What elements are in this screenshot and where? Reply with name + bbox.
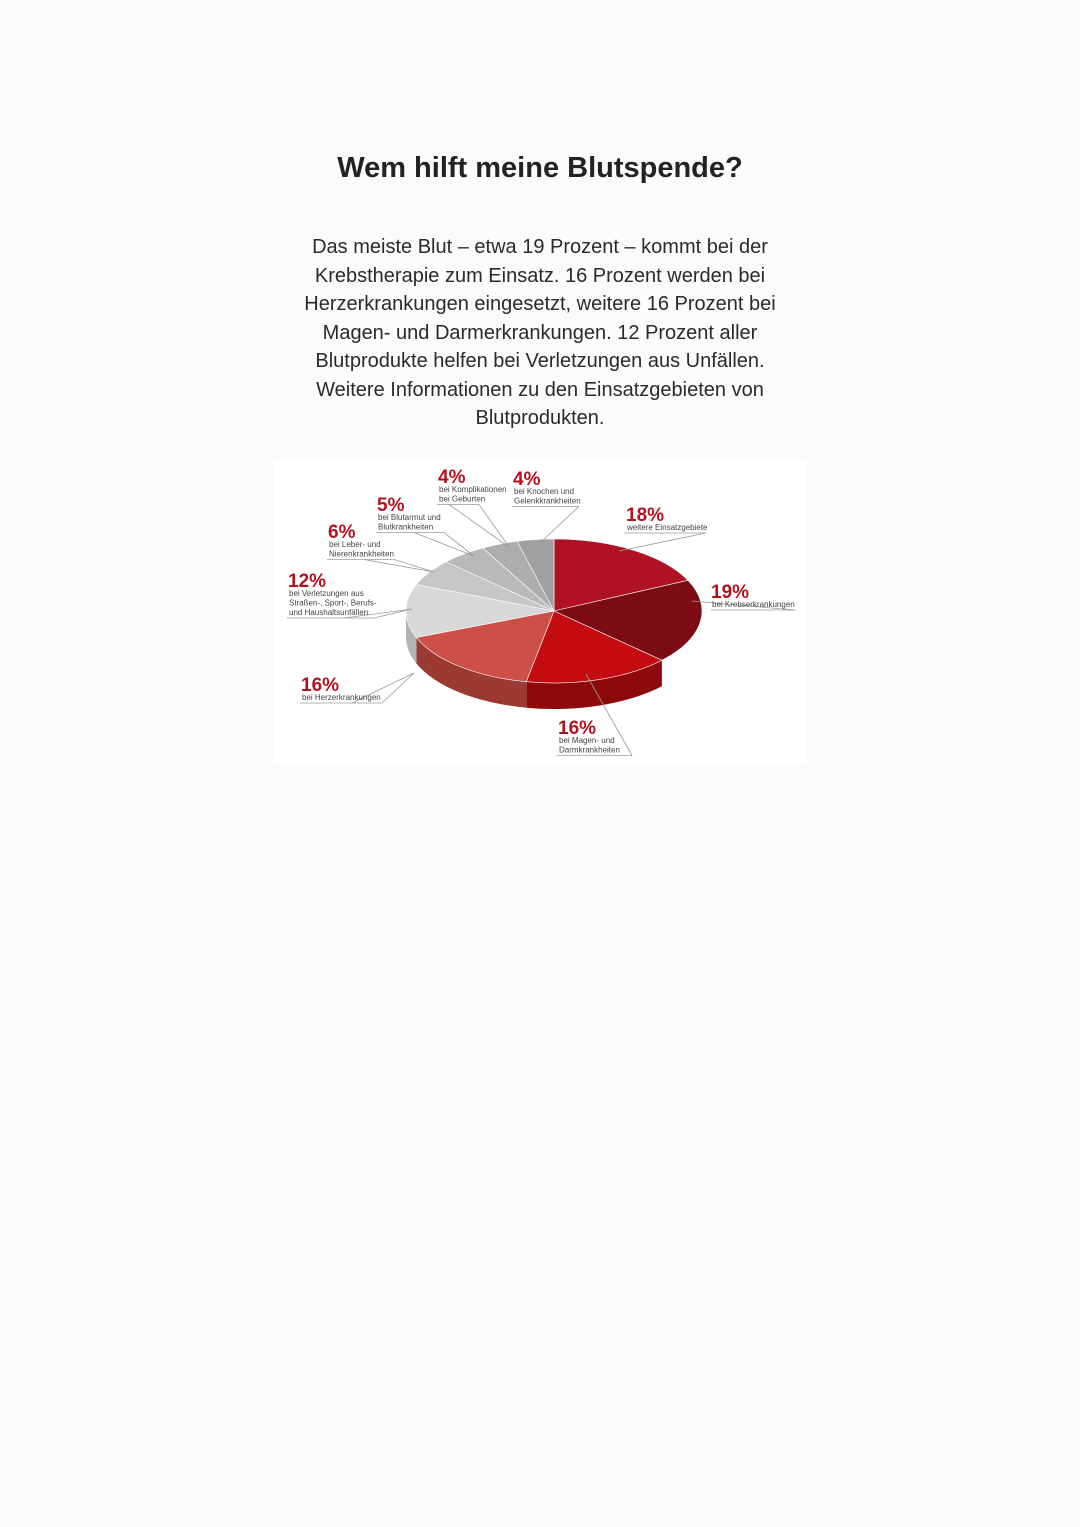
slice-label-3 — [301, 675, 381, 702]
slice-percent: 5% — [377, 495, 405, 516]
slice-percent: 16% — [558, 718, 597, 739]
slice-description: Nierenkrankheiten — [329, 549, 394, 559]
slice-description: bei Blutarmut und — [378, 513, 441, 522]
slice-percent: 4% — [513, 469, 541, 490]
page-title: Wem hilft meine Blutspende? — [337, 152, 743, 184]
slice-label-6 — [377, 495, 441, 532]
slice-description: Darmkrankheiten — [559, 745, 620, 755]
slice-description: bei Krebserkrankungen — [712, 600, 795, 609]
leader-connector-7 — [449, 505, 509, 548]
slice-percent: 4% — [438, 467, 466, 488]
slice-description: bei Geburten — [439, 494, 486, 504]
slice-label-2 — [558, 718, 620, 755]
leader-line-5 — [327, 560, 434, 573]
slice-label-8 — [513, 469, 581, 506]
slice-percent: 16% — [301, 675, 340, 696]
pie-slices — [406, 539, 702, 683]
leader-line-7 — [437, 505, 509, 548]
pie-chart — [274, 461, 806, 763]
leader-connector-0 — [619, 533, 706, 551]
slice-percent: 18% — [626, 505, 665, 526]
slice-description: Blutkrankheiten — [378, 522, 434, 532]
leader-connector-8 — [542, 507, 579, 542]
slice-description: bei Komplikationen — [439, 485, 507, 494]
leader-connector-6 — [414, 533, 474, 557]
slice-percent: 19% — [711, 582, 750, 603]
pie-chart-svg — [274, 461, 806, 763]
slice-label-7 — [438, 467, 507, 504]
slice-percent: 12% — [288, 571, 327, 592]
slice-label-4 — [288, 571, 377, 617]
intro-paragraph: Das meiste Blut – etwa 19 Prozent – kommt bei der Krebstherapie zum Einsatz. 16 Prozent werden bei Herzerkrankungen eingesetzt, weitere 16 Prozent bei Magen- und Darmerkrankungen. 12 Prozent aller Blutprodukte helfen bei Verletzungen aus Unfällen. Weitere Informationen zu den Einsatzgebieten von Blutprodukten. — [304, 236, 776, 429]
slice-description: Gelenkkrankheiten — [514, 496, 581, 506]
slice-description: bei Verletzungen aus — [289, 589, 364, 598]
slice-description: bei Leber- und — [329, 540, 381, 549]
slice-description: bei Herzerkrankungen — [302, 693, 381, 702]
slice-label-0 — [626, 505, 708, 532]
slice-description: und Haushaltsunfällen — [289, 608, 369, 617]
slice-description: bei Knochen und — [514, 487, 575, 496]
slice-description: weitere Einsatzgebiete — [627, 523, 708, 532]
slice-label-1 — [711, 582, 795, 609]
slice-description: Straßen-, Sport-, Berufs- — [289, 598, 377, 608]
slice-percent: 6% — [328, 522, 356, 543]
slice-description: bei Magen- und — [559, 736, 615, 745]
